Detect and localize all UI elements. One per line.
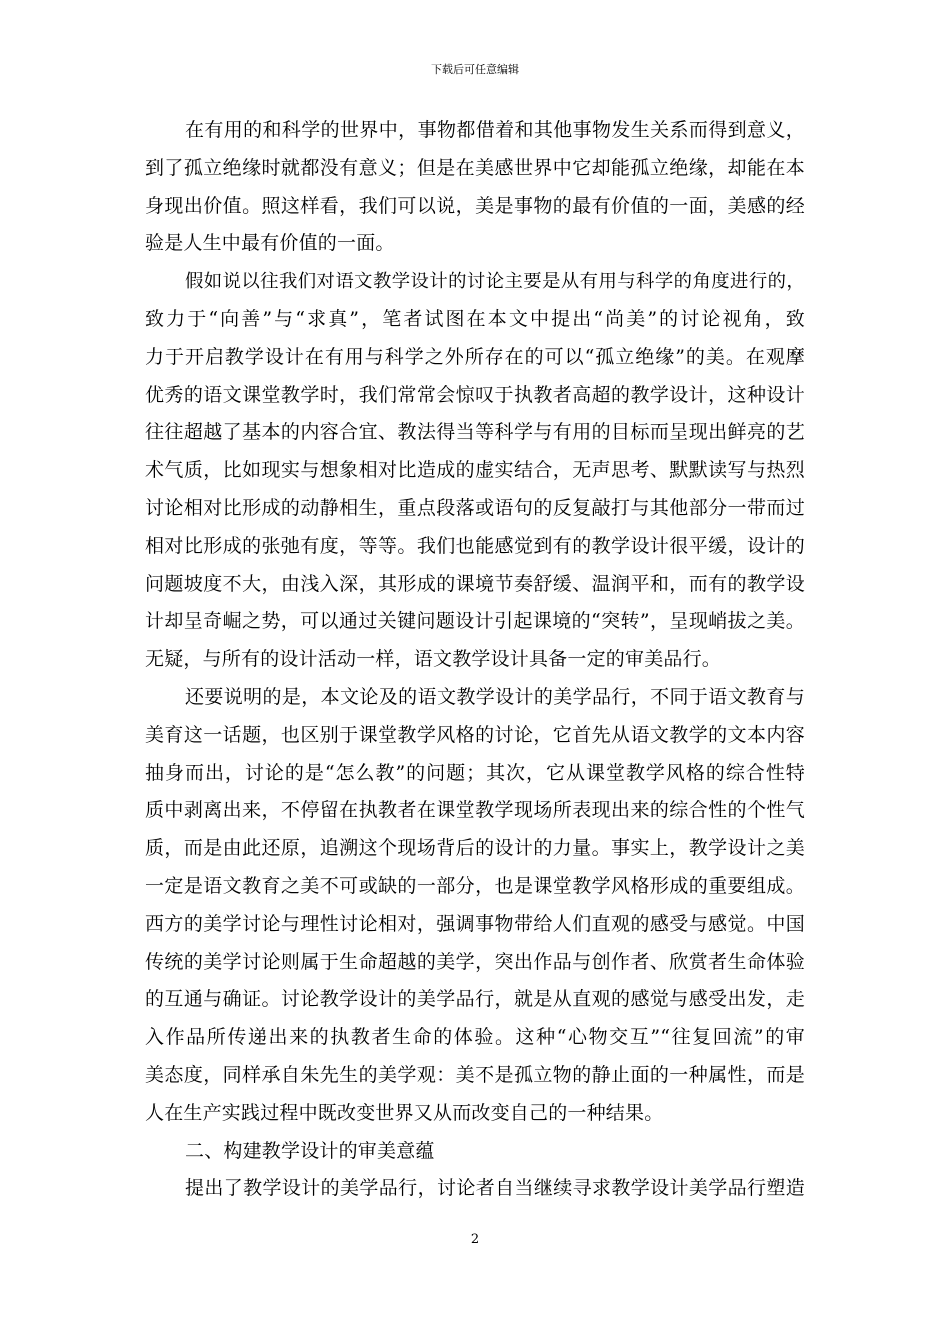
paragraph xyxy=(145,679,805,1133)
text-line: 抽身而出，讨论的是“怎么教”的问题；其次，它从课堂教学风格的综合性特 xyxy=(145,761,805,784)
text-line: 讨论相对比形成的动静相生，重点段落或语句的反复敲打与其他部分一带而过 xyxy=(145,496,805,519)
text-line: 提出了教学设计的美学品行，讨论者自当继续寻求教学设计美学品行塑造 xyxy=(185,1177,805,1200)
page-number: 2 xyxy=(470,1232,480,1247)
heading-text: 二、构建教学设计的审美意蕴 xyxy=(185,1139,435,1162)
text-line: 问题坡度不大，由浅入深，其形成的课境节奏舒缓、温润平和，而有的教学设 xyxy=(145,572,805,595)
text-line: 致力于“向善”与“求真”，笔者试图在本文中提出“尚美”的讨论视角，致 xyxy=(145,307,805,330)
text-line: 计却呈奇崛之势，可以通过关键问题设计引起课境的“突转”，呈现峭拔之美。 xyxy=(145,610,805,633)
text-line: 质，而是由此还原，追溯这个现场背后的设计的力量。事实上，教学设计之美 xyxy=(145,837,805,860)
document-body xyxy=(145,112,805,1208)
text-line: 入作品所传递出来的执教者生命的体验。这种“心物交互”“往复回流”的审 xyxy=(145,1026,805,1049)
text-line: 在有用的和科学的世界中，事物都借着和其他事物发生关系而得到意义， xyxy=(185,119,805,141)
page-header: 下载后可任意编辑 xyxy=(431,63,519,76)
text-line: 验是人生中最有价值的一面。 xyxy=(145,232,395,255)
text-line: 无疑，与所有的设计活动一样，语文教学设计具备一定的审美品行。 xyxy=(145,648,722,671)
text-line: 传统的美学讨论则属于生命超越的美学，突出作品与创作者、欣赏者生命体验 xyxy=(145,950,805,973)
text-line: 西方的美学讨论与理性讨论相对，强调事物带给人们直观的感受与感觉。中国 xyxy=(145,912,805,935)
text-line: 美态度，同样承自朱先生的美学观：美不是孤立物的静止面的一种属性，而是 xyxy=(145,1063,805,1086)
text-line: 力于开启教学设计在有用与科学之外所存在的可以“孤立绝缘”的美。在观摩 xyxy=(145,345,805,368)
paragraph xyxy=(145,112,805,263)
text-line: 美育这一话题，也区别于课堂教学风格的讨论，它首先从语文教学的文本内容 xyxy=(145,723,805,746)
text-line: 优秀的语文课堂教学时，我们常常会惊叹于执教者高超的教学设计，这种设计 xyxy=(145,383,805,406)
section-heading xyxy=(145,1133,805,1171)
text-line: 往往超越了基本的内容合宜、教法得当等科学与有用的目标而呈现出鲜亮的艺 xyxy=(145,421,805,444)
text-line: 的互通与确证。讨论教学设计的美学品行，就是从直观的感觉与感受出发，走 xyxy=(145,988,805,1011)
text-line: 质中剥离出来，不停留在执教者在课堂教学现场所表现出来的综合性的个性气 xyxy=(145,799,805,822)
text-line: 术气质，比如现实与想象相对比造成的虚实结合，无声思考、默默读写与热烈 xyxy=(145,459,805,482)
paragraph xyxy=(145,263,805,679)
text-line: 一定是语文教育之美不可或缺的一部分，也是课堂教学风格形成的重要组成。 xyxy=(145,874,805,897)
text-line: 身现出价值。照这样看，我们可以说，美是事物的最有价值的一面，美感的经 xyxy=(145,194,805,217)
text-line: 相对比形成的张弛有度，等等。我们也能感觉到有的教学设计很平缓，设计的 xyxy=(145,534,805,557)
text-line: 假如说以往我们对语文教学设计的讨论主要是从有用与科学的角度进行的， xyxy=(185,271,805,293)
text-line: 还要说明的是，本文论及的语文教学设计的美学品行，不同于语文教育与 xyxy=(185,685,805,708)
text-line: 到了孤立绝缘时就都没有意义；但是在美感世界中它却能孤立绝缘，却能在本 xyxy=(145,156,805,179)
text-line: 人在生产实践过程中既改变世界又从而改变自己的一种结果。 xyxy=(145,1101,664,1124)
paragraph xyxy=(145,1170,805,1208)
